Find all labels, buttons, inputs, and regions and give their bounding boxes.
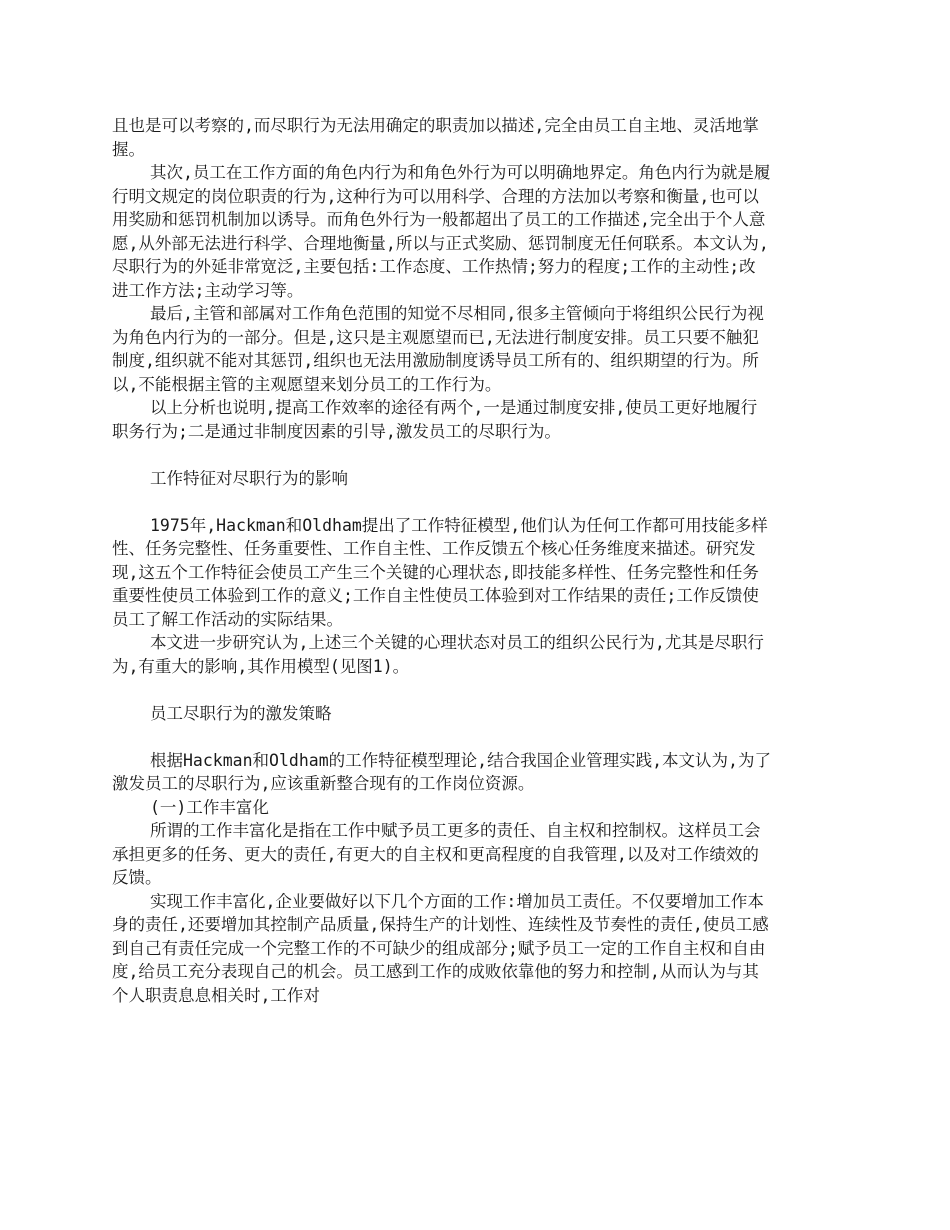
paragraph-job-enrichment-definition: 所谓的工作丰富化是指在工作中赋予员工更多的责任、自主权和控制权。这样员工会承担更多的任务、更大的责任,有更大的自主权和更高程度的自我管理,以及对工作绩效的反馈。 (112, 821, 761, 887)
subheading-job-enrichment: (一)工作丰富化 (150, 797, 269, 817)
paragraph-role-behavior: 其次,员工在工作方面的角色内行为和角色外行为可以明确地界定。角色内行为就是履行明文规定的岗位职责的行为,这种行为可以用科学、合理的方法加以考察和衡量,也可以用奖励和惩罚机制加以诱导。而角色外行为一般都超出了员工的工作描述,完全出于个人意愿,从外部无法进行科学、合理地衡量,所以与正式奖励、惩罚制度无任何联系。本文认为,尽职行为的外延非常宽泛,主要包括:工作态度、工作热情;努力的程度;工作的主动性;改进工作方法;主动学习等。 (112, 163, 771, 300)
section-heading-job-characteristics: 工作特征对尽职行为的影响 (150, 468, 348, 488)
section-heading-motivation-strategy: 员工尽职行为的激发策略 (150, 703, 332, 723)
paragraph-efficiency-analysis: 以上分析也说明,提高工作效率的途径有两个,一是通过制度安排,使员工更好地履行职务行为;二是通过非制度因素的引导,激发员工的尽职行为。 (112, 398, 758, 441)
paragraph-continuation: 且也是可以考察的,而尽职行为无法用确定的职责加以描述,完全由员工自主地、灵活地掌握。 (112, 116, 759, 159)
paragraph-job-enrichment-implementation: 实现工作丰富化,企业要做好以下几个方面的工作:增加员工责任。不仅要增加工作本身的责任,还要增加其控制产品质量,保持生产的计划性、连续性及节奏性的责任,使员工感到自己有责任完成一个完整工作的不可缺少的组成部分;赋予员工一定的工作自主权和自由度,给员工充分表现自己的机会。员工感到工作的成败依靠他的努力和控制,从而认为与其个人职责息息相关时,工作对 (112, 891, 769, 1005)
paragraph-further-research: 本文进一步研究认为,上述三个关键的心理状态对员工的组织公民行为,尤其是尽职行为,有重大的影响,其作用模型(见图1)。 (112, 633, 764, 676)
paragraph-hackman-oldham-model: 1975年,Hackman和Oldham提出了工作特征模型,他们认为任何工作都可用技能多样性、任务完整性、任务重要性、工作自主性、工作反馈五个核心任务维度来描述。研究发现,这五个工作特征会使员工产生三个关键的心理状态,即技能多样性、任务完整性和任务重要性使员工体验到工作的意义;工作自主性使员工体验到对工作结果的责任;工作反馈使员工了解工作活动的实际结果。 (112, 515, 768, 629)
paragraph-strategy-intro: 根据Hackman和Oldham的工作特征模型理论,结合我国企业管理实践,本文认为,为了激发员工的尽职行为,应该重新整合现有的工作岗位资源。 (112, 750, 771, 793)
paragraph-supervisor-perception: 最后,主管和部属对工作角色范围的知觉不尽相同,很多主管倾向于将组织公民行为视为角色内行为的一部分。但是,这只是主观愿望而已,无法进行制度安排。员工只要不触犯制度,组织就不能对其惩罚,组织也无法用激励制度诱导员工所有的、组织期望的行为。所以,不能根据主管的主观愿望来划分员工的工作行为。 (112, 304, 764, 394)
document-body (112, 114, 772, 1007)
